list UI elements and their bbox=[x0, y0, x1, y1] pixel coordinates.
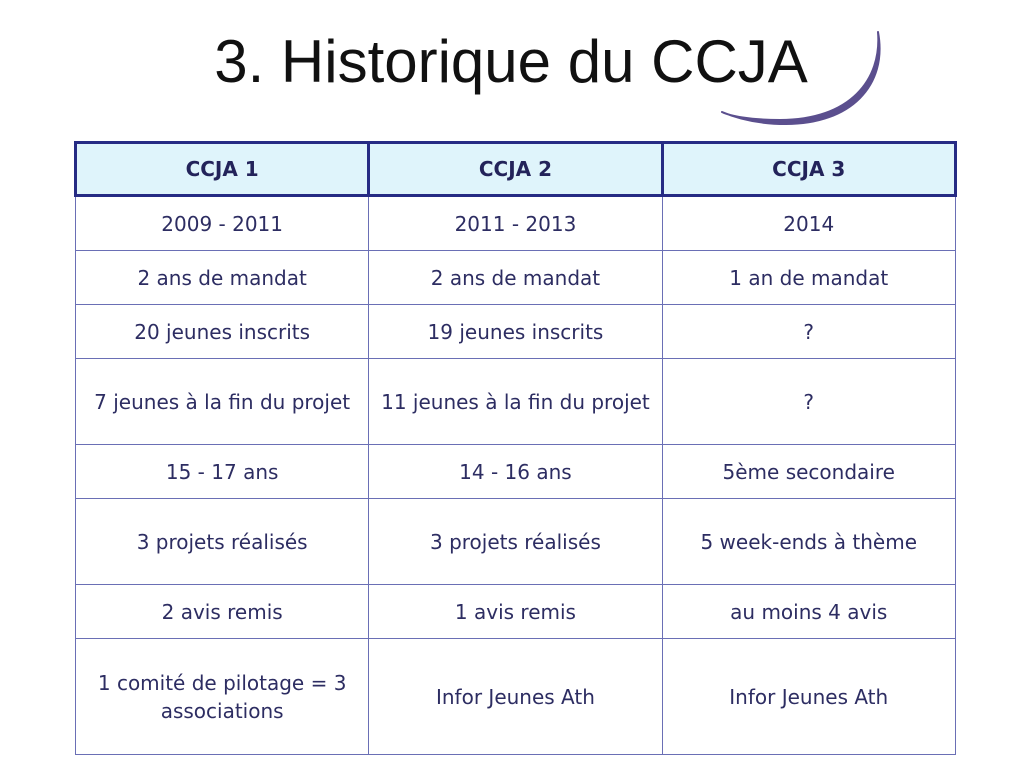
table-cell: 7 jeunes à la fin du projet bbox=[76, 359, 369, 445]
history-table bbox=[74, 141, 957, 755]
table-row bbox=[76, 499, 956, 585]
table-cell: au moins 4 avis bbox=[662, 585, 955, 639]
table-header-row bbox=[76, 143, 956, 196]
table-row bbox=[76, 359, 956, 445]
table-cell: 3 projets réalisés bbox=[76, 499, 369, 585]
table-cell: 2 ans de mandat bbox=[76, 251, 369, 305]
table-cell: Infor Jeunes Ath bbox=[369, 639, 662, 755]
table-row bbox=[76, 639, 956, 755]
table-cell: 3 projets réalisés bbox=[369, 499, 662, 585]
table-cell: 2 avis remis bbox=[76, 585, 369, 639]
table-cell: 2 ans de mandat bbox=[369, 251, 662, 305]
table-cell: ? bbox=[662, 305, 955, 359]
table-cell: 20 jeunes inscrits bbox=[76, 305, 369, 359]
table-cell: 11 jeunes à la fin du projet bbox=[369, 359, 662, 445]
table-cell: 14 - 16 ans bbox=[369, 445, 662, 499]
table-row bbox=[76, 196, 956, 251]
table-cell: 19 jeunes inscrits bbox=[369, 305, 662, 359]
table-cell: 2009 - 2011 bbox=[76, 196, 369, 251]
table-cell: 5 week-ends à thème bbox=[662, 499, 955, 585]
header-ccja-1: CCJA 1 bbox=[76, 143, 369, 196]
table-cell: 5ème secondaire bbox=[662, 445, 955, 499]
table-cell: ? bbox=[662, 359, 955, 445]
header-ccja-2: CCJA 2 bbox=[369, 143, 662, 196]
table-row bbox=[76, 251, 956, 305]
table-row bbox=[76, 305, 956, 359]
table-cell: 2011 - 2013 bbox=[369, 196, 662, 251]
slide-title-text: 3. Historique du CCJA bbox=[214, 28, 808, 95]
table-row bbox=[76, 585, 956, 639]
table-cell: Infor Jeunes Ath bbox=[662, 639, 955, 755]
table-cell: 1 comité de pilotage = 3 associations bbox=[76, 639, 369, 755]
table-row bbox=[76, 445, 956, 499]
table-cell: 15 - 17 ans bbox=[76, 445, 369, 499]
decorative-swoosh-icon bbox=[700, 20, 900, 140]
table-cell: 1 avis remis bbox=[369, 585, 662, 639]
header-ccja-3: CCJA 3 bbox=[662, 143, 955, 196]
table-cell: 2014 bbox=[662, 196, 955, 251]
table-cell: 1 an de mandat bbox=[662, 251, 955, 305]
